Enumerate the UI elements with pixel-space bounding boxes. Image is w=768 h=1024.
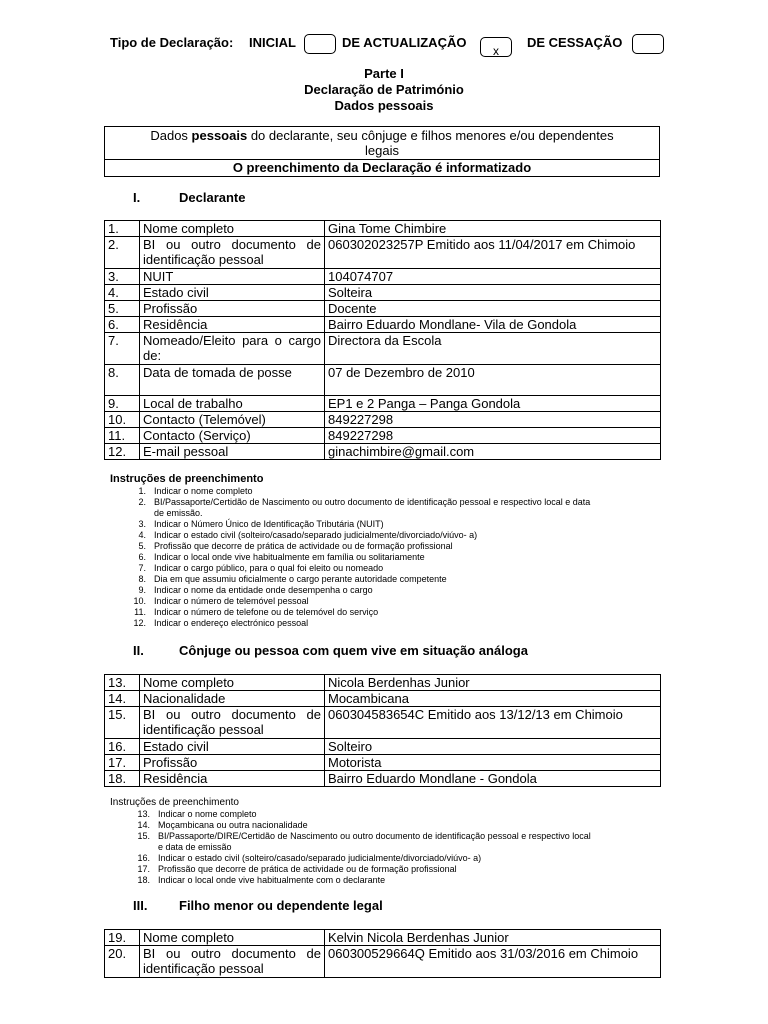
list-item-number: 17. — [137, 864, 150, 874]
row-value: Docente — [325, 301, 661, 317]
table-row — [105, 269, 661, 285]
row-number: 12. — [105, 444, 140, 460]
list-item — [110, 607, 670, 618]
intro-description — [105, 127, 659, 160]
row-label: Contacto (Telemóvel) — [140, 412, 325, 428]
row-label: Profissão — [140, 301, 325, 317]
filho-table — [104, 929, 661, 978]
list-item — [110, 486, 670, 497]
list-item — [110, 508, 670, 519]
row-label: Nome completo — [140, 930, 325, 946]
list-item — [110, 618, 670, 629]
row-label: Nome completo — [140, 675, 325, 691]
list-item-number: 11. — [134, 607, 146, 617]
table-row — [105, 691, 661, 707]
list-item-text: Profissão que decorre de prática de actividade ou de formação profissional — [158, 864, 457, 874]
row-number: 15. — [105, 707, 140, 739]
intro-text-post: do declarante, seu cônjuge e filhos menores e/ou dependentes — [247, 128, 614, 143]
section-title: Cônjuge ou pessoa com quem vive em situação análoga — [179, 643, 528, 658]
list-item-number: 13. — [137, 809, 150, 819]
row-value: 849227298 — [325, 428, 661, 444]
list-item-text: Indicar o número de telefone ou de telemóvel do serviço — [154, 607, 379, 617]
document-title: Declaração de Património — [304, 82, 464, 97]
row-value: Gina Tome Chimbire — [325, 221, 661, 237]
table-row — [105, 675, 661, 691]
list-item-text: Profissão que decorre de prática de actividade ou de formação profissional — [154, 541, 453, 551]
part-title: Parte I — [364, 66, 404, 81]
section-title: Declarante — [179, 190, 246, 205]
section-number: III. — [133, 898, 148, 913]
list-item-number: 8. — [138, 574, 146, 584]
row-value: Bairro Eduardo Mondlane- Vila de Gondola — [325, 317, 661, 333]
row-label: Estado civil — [140, 739, 325, 755]
row-number: 17. — [105, 755, 140, 771]
table-row — [105, 739, 661, 755]
table-row — [105, 946, 661, 978]
list-item-number: 7. — [138, 563, 146, 573]
row-value: 060302023257P Emitido aos 11/04/2017 em Chimoio — [325, 237, 661, 269]
intro-note: O preenchimento da Declaração é informatizado — [232, 160, 532, 175]
inicial-checkbox[interactable] — [304, 34, 336, 54]
table-row — [105, 930, 661, 946]
list-item — [110, 831, 670, 842]
list-item-text: Indicar o nome completo — [158, 809, 257, 819]
list-item-number: 6. — [138, 552, 146, 562]
table-row — [105, 333, 661, 365]
list-item-text: Indicar o endereço electrónico pessoal — [154, 618, 309, 628]
row-number: 9. — [105, 396, 140, 412]
declaration-type-label: Tipo de Declaração: — [110, 35, 234, 50]
list-item-text: Indicar o número de telemóvel pessoal — [154, 596, 309, 606]
intro-text-line2: legais — [365, 143, 399, 158]
list-item-number: 4. — [138, 530, 146, 540]
table-row — [105, 707, 661, 739]
row-number: 13. — [105, 675, 140, 691]
row-label: Estado civil — [140, 285, 325, 301]
row-value: Solteira — [325, 285, 661, 301]
row-number: 6. — [105, 317, 140, 333]
row-label: Local de trabalho — [140, 396, 325, 412]
row-value: 104074707 — [325, 269, 661, 285]
table-row — [105, 317, 661, 333]
row-label: BI ou outro documento de identificação pessoal — [140, 707, 325, 739]
actualizacao-label: DE ACTUALIZAÇÃO — [342, 35, 467, 50]
row-value: Solteiro — [325, 739, 661, 755]
list-item-text: Indicar o estado civil (solteiro/casado/separado judicialmente/divorciado/viúvo- a) — [154, 530, 478, 540]
intro-text-pre: Dados — [150, 128, 192, 143]
list-item — [110, 585, 670, 596]
list-item — [110, 842, 670, 853]
list-item — [110, 541, 670, 552]
list-item-number: 14. — [137, 820, 150, 830]
row-label: Residência — [140, 771, 325, 787]
list-item-number: 5. — [138, 541, 146, 551]
row-label: BI ou outro documento de identificação pessoal — [140, 237, 325, 269]
section-heading: Dados pessoais — [334, 98, 434, 113]
row-value: 060300529664Q Emitido aos 31/03/2016 em Chimoio — [325, 946, 661, 978]
list-item — [110, 596, 670, 607]
page-titles — [0, 66, 768, 114]
row-number: 1. — [105, 221, 140, 237]
list-item-text: BI/Passaporte/Certidão de Nascimento ou outro documento de identificação pessoal e respectivo local e data — [154, 497, 591, 507]
row-number: 14. — [105, 691, 140, 707]
row-label: Contacto (Serviço) — [140, 428, 325, 444]
row-number: 11. — [105, 428, 140, 444]
list-item — [110, 875, 670, 886]
list-item — [110, 864, 670, 875]
row-value: Motorista — [325, 755, 661, 771]
row-label: Nacionalidade — [140, 691, 325, 707]
row-value: ginachimbire@gmail.com — [325, 444, 661, 460]
table-row — [105, 301, 661, 317]
row-number: 8. — [105, 365, 140, 396]
instructions-heading: Instruções de preenchimento — [110, 473, 264, 485]
row-number: 3. — [105, 269, 140, 285]
list-item-text: de emissão. — [154, 508, 203, 518]
list-item-text: e data de emissão — [158, 842, 232, 852]
row-value: 060304583654C Emitido aos 13/12/13 em Chimoio — [325, 707, 661, 739]
list-item-number: 16. — [137, 853, 150, 863]
row-value: 07 de Dezembro de 2010 — [325, 365, 661, 396]
inicial-label: INICIAL — [249, 35, 296, 50]
section-number: I. — [133, 190, 141, 205]
row-number: 4. — [105, 285, 140, 301]
row-label: Nome completo — [140, 221, 325, 237]
list-item-number: 1. — [138, 486, 146, 496]
row-value: 849227298 — [325, 412, 661, 428]
table-row — [105, 755, 661, 771]
conjuge-instructions — [110, 797, 670, 886]
list-item — [110, 820, 670, 831]
instructions-heading: Instruções de preenchimento — [110, 797, 239, 808]
row-label: Nomeado/Eleito para o cargo de: — [140, 333, 325, 365]
row-number: 5. — [105, 301, 140, 317]
row-label: Data de tomada de posse — [140, 365, 325, 396]
table-row — [105, 221, 661, 237]
list-item — [110, 552, 670, 563]
row-label: BI ou outro documento de identificação pessoal — [140, 946, 325, 978]
cessacao-checkbox[interactable] — [632, 34, 664, 54]
row-number: 18. — [105, 771, 140, 787]
table-row — [105, 428, 661, 444]
row-value: Kelvin Nicola Berdenhas Junior — [325, 930, 661, 946]
table-row — [105, 365, 661, 396]
row-value: Nicola Berdenhas Junior — [325, 675, 661, 691]
list-item — [110, 853, 670, 864]
list-item-number: 18. — [137, 875, 150, 885]
declarante-instructions — [110, 473, 670, 629]
conjuge-table — [104, 674, 661, 787]
list-item-text: Dia em que assumiu oficialmente o cargo perante autoridade competente — [154, 574, 447, 584]
list-item-text: Indicar o estado civil (solteiro/casado/separado judicialmente/divorciado/viúvo- a) — [158, 853, 482, 863]
table-row — [105, 444, 661, 460]
list-item-text: Indicar o nome da entidade onde desempenha o cargo — [154, 585, 373, 595]
declarante-table — [104, 220, 661, 460]
list-item — [110, 809, 670, 820]
actualizacao-check-mark: x — [493, 44, 499, 58]
intro-box — [104, 126, 660, 177]
list-item-number: 2. — [138, 497, 146, 507]
list-item-text: Indicar o local onde vive habitualmente com o declarante — [158, 875, 386, 885]
list-item-text: Indicar o Número Único de Identificação Tributária (NUIT) — [154, 519, 384, 529]
list-item — [110, 574, 670, 585]
list-item-number: 12. — [133, 618, 146, 628]
list-item-number: 9. — [138, 585, 146, 595]
table-row — [105, 285, 661, 301]
cessacao-label: DE CESSAÇÃO — [527, 35, 623, 50]
row-number: 10. — [105, 412, 140, 428]
row-number: 2. — [105, 237, 140, 269]
list-item-text: BI/Passaporte/DIRE/Certidão de Nascimento ou outro documento de identificação pessoal e respectivo local — [158, 831, 591, 841]
list-item-number: 3. — [138, 519, 146, 529]
declaration-type-row — [0, 34, 768, 60]
section-number: II. — [133, 643, 144, 658]
list-item — [110, 497, 670, 508]
list-item-text: Indicar o cargo público, para o qual foi eleito ou nomeado — [154, 563, 384, 573]
table-row — [105, 237, 661, 269]
row-label: E-mail pessoal — [140, 444, 325, 460]
row-label: NUIT — [140, 269, 325, 285]
table-row — [105, 396, 661, 412]
table-row — [105, 412, 661, 428]
list-item-number: 10. — [133, 596, 146, 606]
row-number: 16. — [105, 739, 140, 755]
row-number: 20. — [105, 946, 140, 978]
row-number: 7. — [105, 333, 140, 365]
list-item-number: 15. — [137, 831, 150, 841]
list-item — [110, 530, 670, 541]
row-value: Mocambicana — [325, 691, 661, 707]
list-item-text: Indicar o local onde vive habitualmente em família ou solitariamente — [154, 552, 425, 562]
row-label: Profissão — [140, 755, 325, 771]
row-label: Residência — [140, 317, 325, 333]
table-row — [105, 771, 661, 787]
row-value: Bairro Eduardo Mondlane - Gondola — [325, 771, 661, 787]
list-item — [110, 519, 670, 530]
section-title: Filho menor ou dependente legal — [179, 898, 383, 913]
actualizacao-checkbox[interactable] — [480, 37, 512, 57]
intro-text-bold: pessoais — [191, 128, 248, 143]
list-item-text: Indicar o nome completo — [154, 486, 253, 496]
list-item-text: Moçambicana ou outra nacionalidade — [158, 820, 308, 830]
list-item — [110, 563, 670, 574]
row-value: Directora da Escola — [325, 333, 661, 365]
row-number: 19. — [105, 930, 140, 946]
row-value: EP1 e 2 Panga – Panga Gondola — [325, 396, 661, 412]
